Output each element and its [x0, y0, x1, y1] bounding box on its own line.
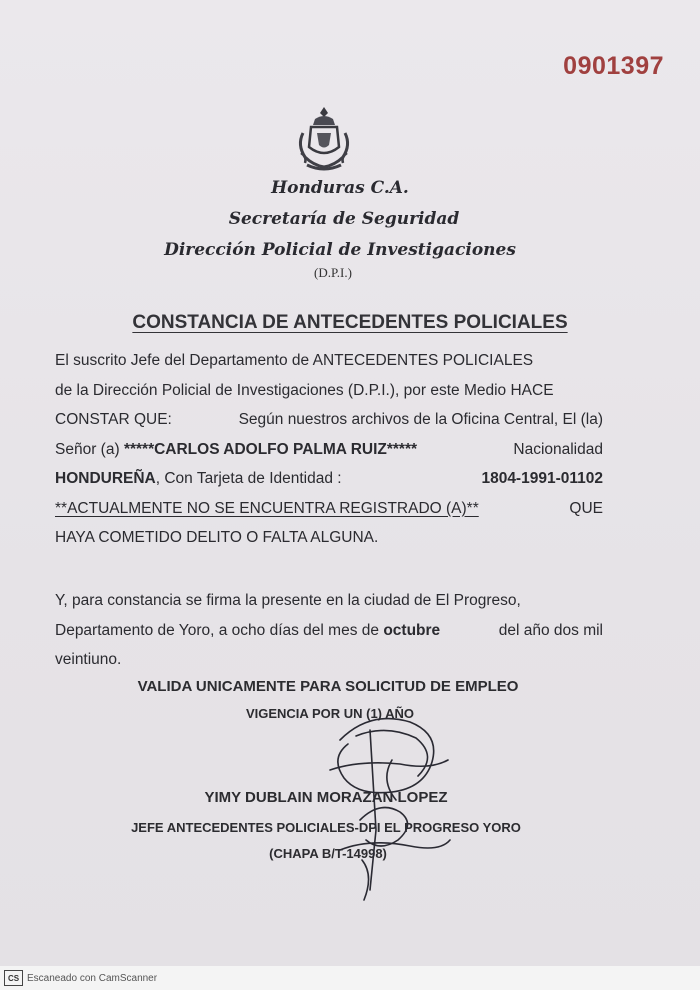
issue-month: octubre [383, 621, 441, 639]
header-ministry: Secretaría de Seguridad [228, 209, 460, 229]
body-line [55, 523, 603, 553]
handwritten-signature [300, 700, 470, 910]
closing-text: Y, para constancia se firma la presente en la ciudad de El Progreso, [55, 592, 521, 609]
closing-text: del año dos mil [498, 621, 603, 639]
scanner-footer-text: Escaneado con CamScanner [27, 972, 158, 984]
body-text: Nacionalidad [513, 440, 603, 458]
closing-text: veintiuno. [55, 651, 122, 668]
identity-number: 1804-1991-01102 [481, 470, 603, 487]
body-line [55, 464, 603, 494]
document-title: CONSTANCIA DE ANTECEDENTES POLICIALES [132, 312, 568, 333]
body-text: de la Dirección Policial de Investigaciones (D.P.I.), por este Medio HACE [55, 381, 554, 399]
header-directorate: Dirección Policial de Investigaciones [164, 240, 516, 260]
serial-number: 0901397 [563, 52, 664, 80]
header-abbreviation: (D.P.I.) [314, 265, 352, 280]
body-line [55, 494, 603, 524]
coat-of-arms-seal [293, 103, 355, 173]
header-country: Honduras C.A. [271, 178, 409, 198]
certificate-body [55, 346, 603, 553]
body-text: , Con Tarjeta de Identidad : [155, 470, 342, 487]
validity-purpose: VALIDA UNICAMENTE PARA SOLICITUD DE EMPLEO [137, 678, 519, 695]
scanner-footer [0, 966, 700, 990]
body-line [55, 435, 603, 465]
closing-paragraph [55, 586, 603, 675]
body-text: Señor (a) [55, 440, 120, 458]
signatory-badge: (CHAPA B/T-14998) [269, 846, 387, 861]
nationality: HONDUREÑA [55, 470, 156, 487]
closing-line [55, 616, 603, 646]
body-text: CONSTAR QUE: [55, 411, 172, 428]
signatory-role: JEFE ANTECEDENTES POLICIALES-DPI EL PROGRESO YORO [131, 820, 521, 835]
person-name: *****CARLOS ADOLFO PALMA RUIZ***** [123, 440, 418, 458]
validity-period: VIGENCIA POR UN (1) AÑO [245, 706, 415, 721]
body-text: Según nuestros archivos de la Oficina Central, El (la) [238, 411, 603, 428]
body-line [55, 405, 603, 435]
closing-line [55, 645, 603, 675]
body-line [55, 346, 603, 376]
body-text: HAYA COMETIDO DELITO O FALTA ALGUNA. [55, 529, 379, 546]
body-text: QUE [569, 499, 603, 517]
camscanner-logo-icon: CS [4, 970, 23, 986]
signatory-name: YIMY DUBLAIN MORAZAN LOPEZ [204, 789, 448, 806]
body-line [55, 376, 603, 406]
closing-text: Departamento de Yoro, a ocho días del mes de [55, 621, 379, 639]
record-status: **ACTUALMENTE NO SE ENCUENTRA REGISTRADO (A)** [55, 499, 479, 517]
closing-line [55, 586, 603, 616]
body-text: El suscrito Jefe del Departamento de ANTECEDENTES POLICIALES [55, 352, 534, 369]
